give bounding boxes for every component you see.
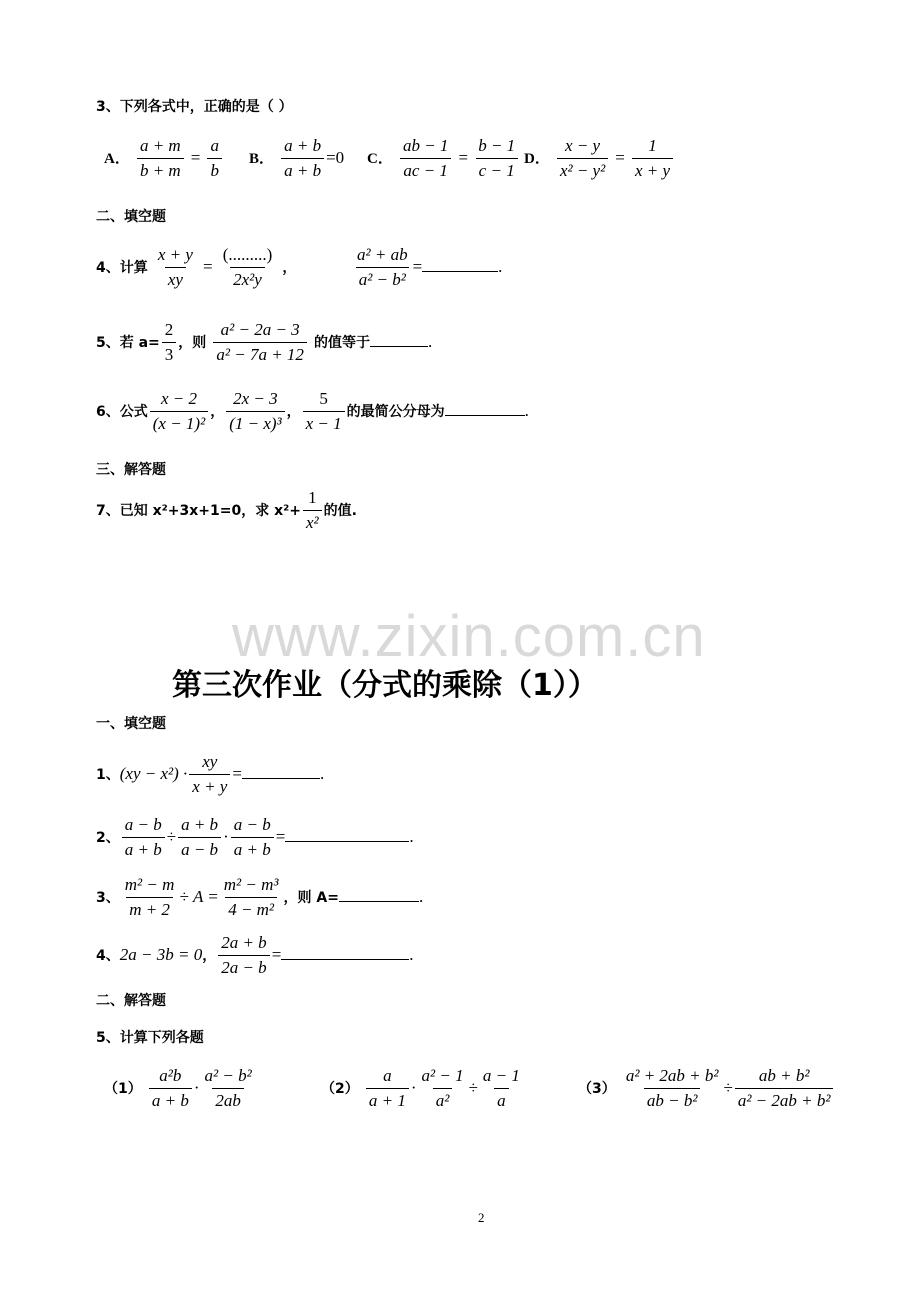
fraction: $\frac{\text{m² − m³}}{\text{4 − m²}}$ bbox=[223, 875, 279, 919]
p2 bbox=[96, 815, 414, 860]
calc-2 bbox=[321, 1066, 525, 1111]
equals-sign: = bbox=[190, 148, 201, 167]
period: . bbox=[409, 945, 414, 964]
fraction: $\frac{a - 1}{a}$ bbox=[482, 1066, 520, 1110]
fraction: $\frac{x - y}{\text{x² − y²}}$ bbox=[557, 136, 608, 181]
q3-stem: 3、下列各式中，正确的是（ ） bbox=[96, 99, 293, 115]
fraction: $\frac{a + m}{b + m}$ bbox=[137, 136, 184, 181]
fraction: $\frac{xy}{x + y}$ bbox=[189, 752, 230, 797]
calc-1 bbox=[104, 1066, 257, 1111]
option-c-label: C． bbox=[367, 151, 393, 167]
fraction: $\frac{a + b}{a - b}$ bbox=[178, 815, 221, 860]
fraction: $\frac{(.........)}{\text{2x²y}}$ bbox=[222, 245, 273, 289]
equals-sign: = bbox=[412, 257, 423, 276]
q7 bbox=[96, 488, 357, 533]
fraction: $\frac{a}{b}$ bbox=[207, 136, 222, 181]
fraction: $\frac{a + b}{a + b}$ bbox=[281, 136, 324, 181]
comma: ， bbox=[202, 948, 217, 964]
fraction: $\frac{\text{a² − b²}}{2ab}$ bbox=[204, 1066, 252, 1110]
calc-2-label: （2） bbox=[321, 1081, 359, 1097]
section-heading: 二、解答题 bbox=[96, 993, 166, 1009]
divide-sign: ÷ bbox=[468, 1078, 478, 1097]
q3-option-b bbox=[249, 136, 344, 181]
section-heading: 一、填空题 bbox=[96, 716, 166, 732]
q5 bbox=[96, 320, 432, 365]
comma: ， bbox=[210, 404, 225, 420]
answer-blank[interactable] bbox=[445, 401, 525, 416]
equals-sign: = bbox=[203, 257, 213, 276]
p4 bbox=[96, 933, 414, 978]
expression: ÷ A = bbox=[179, 887, 219, 906]
page-number: 2 bbox=[478, 1210, 485, 1225]
answer-blank[interactable] bbox=[242, 764, 320, 779]
fraction: $\frac{a - b}{a + b}$ bbox=[231, 815, 274, 860]
section-heading: 三、解答题 bbox=[96, 462, 166, 478]
option-a-label: A． bbox=[104, 151, 130, 167]
period: . bbox=[418, 887, 424, 906]
answer-blank[interactable] bbox=[422, 257, 498, 272]
expression: 2a − 3b = 0 bbox=[119, 945, 203, 964]
q3-option-a bbox=[104, 136, 224, 181]
fraction: $\frac{a - b}{a + b}$ bbox=[122, 815, 165, 860]
equals-sign: = bbox=[232, 764, 242, 783]
q6 bbox=[96, 389, 529, 434]
period: . bbox=[428, 332, 433, 351]
page-title: 第三次作业（分式的乘除（1）） bbox=[172, 668, 598, 703]
calc-1-label: （1） bbox=[104, 1081, 142, 1097]
equals-sign: = bbox=[458, 148, 469, 167]
p3-suffix: ，则 A= bbox=[283, 890, 339, 906]
p3-number: 3、 bbox=[96, 890, 120, 906]
fraction: $\frac{a}{a + 1}$ bbox=[366, 1066, 409, 1111]
answer-blank[interactable] bbox=[370, 332, 428, 347]
p2-number: 2、 bbox=[96, 830, 120, 846]
q3-option-c bbox=[367, 136, 520, 181]
q7-prefix: 7、已知 x²+3x+1=0，求 x²+ bbox=[96, 503, 301, 519]
fraction: $\frac{ab - 1}{ac - 1}$ bbox=[400, 136, 451, 181]
fraction: $\frac{\text{a²b}}{a + b}$ bbox=[149, 1066, 192, 1111]
watermark: www.zixin.com.cn bbox=[232, 604, 706, 669]
fraction: $\frac{2}{3}$ bbox=[162, 320, 177, 365]
fraction: $\frac{2a + b}{2a - b}$ bbox=[218, 933, 269, 978]
q3-option-d bbox=[524, 136, 675, 181]
p5-heading: 5、计算下列各题 bbox=[96, 1030, 204, 1046]
multiply-dot: · bbox=[193, 1078, 200, 1097]
fraction: $\frac{2x - 3}{\text{(1 − x)³}}$ bbox=[226, 389, 284, 434]
fraction: $\frac{\text{a² + 2ab + b²}}{\text{ab − b²}}$ bbox=[625, 1066, 719, 1110]
fraction: $\frac{\text{a² − 2a − 3}}{\text{a² − 7a + 12}}$ bbox=[213, 320, 307, 365]
fraction: $\frac{5}{x - 1}$ bbox=[303, 389, 345, 434]
q6-suffix: 的最简公分母为 bbox=[346, 404, 445, 420]
period: . bbox=[498, 257, 503, 276]
q4-part2 bbox=[352, 245, 502, 290]
option-b-label: B． bbox=[249, 151, 275, 167]
fraction: $\frac{\text{m² − m}}{m + 2}$ bbox=[124, 875, 175, 919]
equals-zero: =0 bbox=[326, 148, 345, 167]
fraction: $\frac{\text{a² − 1}}{\text{a²}}$ bbox=[421, 1066, 464, 1110]
option-d-label: D． bbox=[524, 151, 550, 167]
p1 bbox=[96, 752, 324, 797]
fraction: $\frac{\text{ab + b²}}{\text{a² − 2ab + b²}}$ bbox=[735, 1066, 834, 1111]
calc-3-label: （3） bbox=[578, 1081, 616, 1097]
p4-number: 4、 bbox=[96, 948, 120, 964]
equals-sign: = bbox=[275, 827, 286, 846]
period: . bbox=[524, 401, 529, 420]
fraction: $\frac{\text{a² + ab}}{\text{a² − b²}}$ bbox=[357, 245, 408, 289]
period: . bbox=[319, 764, 325, 783]
q5-suffix: 的值等于 bbox=[314, 335, 371, 351]
answer-blank[interactable] bbox=[339, 887, 419, 902]
answer-blank[interactable] bbox=[281, 945, 409, 960]
fraction: $\frac{1}{x + y}$ bbox=[632, 136, 673, 181]
q7-suffix: 的值. bbox=[323, 503, 357, 519]
divide-sign: ÷ bbox=[166, 827, 177, 846]
p1-number: 1、 bbox=[96, 767, 120, 783]
answer-blank[interactable] bbox=[285, 827, 409, 842]
q4 bbox=[96, 245, 296, 290]
q5-prefix: 5、若 a= bbox=[96, 335, 160, 351]
fraction: $\frac{x + y}{xy}$ bbox=[157, 245, 193, 289]
section-heading: 二、填空题 bbox=[96, 209, 166, 225]
fraction: $\frac{x - 2}{\text{(x − 1)²}}$ bbox=[150, 389, 208, 434]
expression: (xy − x²) · bbox=[119, 764, 188, 783]
comma: ， bbox=[282, 260, 297, 276]
equals-sign: = bbox=[271, 945, 282, 964]
period: . bbox=[409, 827, 414, 846]
multiply-dot: · bbox=[410, 1078, 417, 1097]
multiply-dot: · bbox=[223, 827, 229, 846]
q4-prefix: 4、计算 bbox=[96, 260, 148, 276]
comma: ， bbox=[286, 404, 301, 420]
fraction: $\frac{1}{\text{x²}}$ bbox=[303, 488, 322, 533]
q5-mid: ，则 bbox=[178, 335, 207, 351]
fraction: $\frac{b - 1}{c - 1}$ bbox=[475, 136, 518, 181]
q6-prefix: 6、公式 bbox=[96, 404, 148, 420]
equals-sign: = bbox=[615, 148, 625, 167]
calc-3 bbox=[578, 1066, 835, 1111]
divide-sign: ÷ bbox=[723, 1078, 733, 1097]
p3 bbox=[96, 875, 423, 920]
